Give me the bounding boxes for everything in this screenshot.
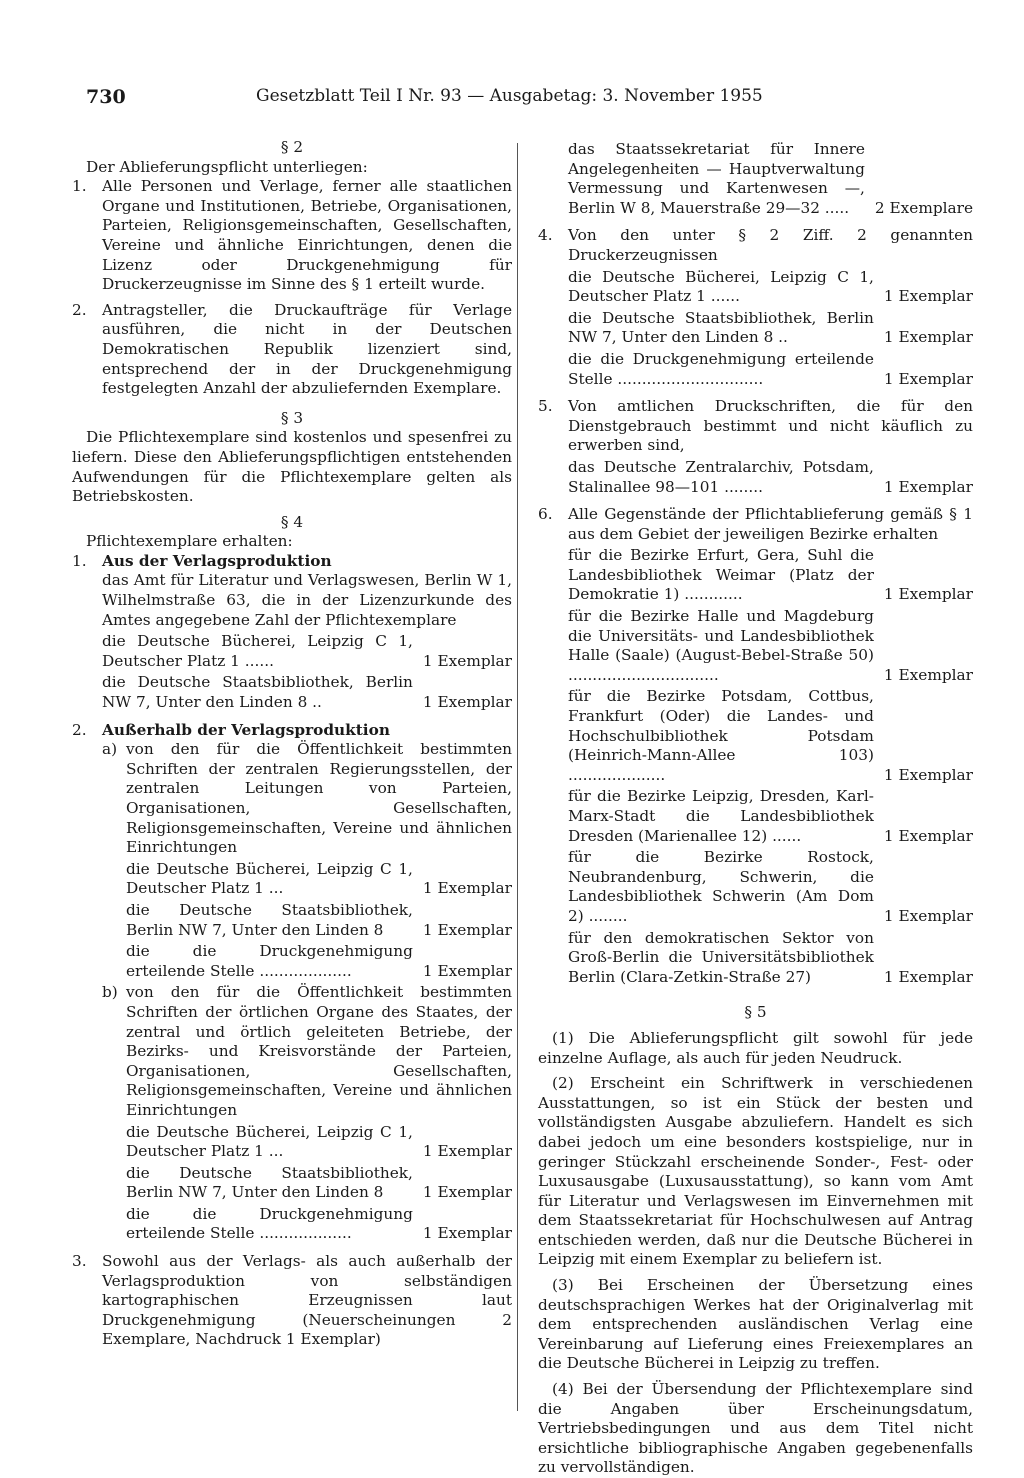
recipient-row xyxy=(102,673,512,712)
section-2-intro: Der Ablieferungspflicht unterliegen: xyxy=(86,157,368,176)
item-number: 6. xyxy=(538,505,553,524)
recipient-row xyxy=(126,1123,512,1162)
copy-count: 2 Exemplare xyxy=(874,198,973,217)
recipient-text: die die Druckgenehmigung erteilende Stelle .............................. xyxy=(568,349,874,388)
recipient-text: die Deutsche Staatsbibliothek, Berlin NW 7, Unter den Linden 8 .. xyxy=(102,673,413,712)
recipient-row xyxy=(568,687,973,785)
recipient-text: für die Bezirke Erfurt, Gera, Suhl die Landesbibliothek Weimar (Platz der Demokratie 1) ............ xyxy=(568,546,874,604)
section-3-text: Die Pflichtexemplare sind kostenlos und spesenfrei zu liefern. Diese den Ablieferungspflichtigen entstehenden Aufwendungen für die Pflichtexemplare gelten als Betriebskosten. xyxy=(72,428,512,506)
recipient-row xyxy=(126,942,512,981)
section-5-paragraph: (4) Bei der Übersendung der Pflichtexemplare sind die Angaben über Erscheinungsdatum, Vertriebsbedingungen und aus dem Titel nicht ersichtliche bibliographische Angaben gegebenenfalls zu vervollständigen. xyxy=(538,1380,973,1477)
list-item xyxy=(538,397,973,499)
item-heading: Außerhalb der Verlagsproduktion xyxy=(102,720,390,739)
page-number: 730 xyxy=(86,86,126,108)
recipient-row xyxy=(102,632,512,671)
recipient-row xyxy=(568,848,973,926)
recipient-text: die die Druckgenehmigung erteilende Stelle ................... xyxy=(126,1204,413,1243)
copy-count: 1 Exemplar xyxy=(422,920,512,939)
recipient-row xyxy=(568,546,973,605)
recipient-row xyxy=(568,140,973,218)
recipient-text: das Deutsche Zentralarchiv, Potsdam, Stalinallee 98—101 ........ xyxy=(568,457,874,496)
list-item-continuation xyxy=(538,138,973,220)
item-text: Von amtlichen Druckschriften, die für den Dienstgebrauch bestimmt und nicht käuflich zu erwerben sind, xyxy=(568,397,973,455)
item-number: 1. xyxy=(72,177,87,196)
recipient-row xyxy=(568,309,973,348)
sub-item-label: b) xyxy=(102,983,118,1002)
item-text: Von den unter § 2 Ziff. 2 genannten Druckerzeugnissen xyxy=(568,226,973,264)
recipient-row xyxy=(126,1205,512,1244)
recipient-row xyxy=(568,350,973,389)
section-5-paragraph: (2) Erscheint ein Schriftwerk in verschiedenen Ausstattungen, so ist ein Stück der besten und vollständigsten Ausgabe abzuliefern. Handelt es sich dabei jedoch um eine besonders kostspielige, nur in geringer Stückzahl erscheinende Sonder-, Fest- oder Luxusausgabe (Luxusausstattung), so kann vom Amt für Literatur und Verlagswesen im Einvernehmen mit dem Staatssekretariat für Hochschulwesen auf Antrag entschieden werden, daß nur die Deutsche Bücherei in Leipzig mit einem Exemplar zu beliefern ist. xyxy=(538,1074,973,1269)
right-column xyxy=(538,138,973,1478)
page-header xyxy=(86,86,786,118)
recipient-row xyxy=(568,458,973,497)
recipient-text: für die Bezirke Leipzig, Dresden, Karl-Marx-Stadt die Landesbibliothek Dresden (Marienallee 12) ...... xyxy=(568,787,874,845)
item-number: 1. xyxy=(72,551,87,570)
item-text: Alle Gegenstände der Pflichtablieferung gemäß § 1 aus dem Gebiet der jeweiligen Bezirke erhalten xyxy=(568,505,973,543)
item-number: 3. xyxy=(72,1252,87,1271)
recipient-text: die Deutsche Staatsbibliothek, Berlin NW 7, Unter den Linden 8 xyxy=(126,1163,413,1202)
copy-count: 1 Exemplar xyxy=(883,328,973,347)
recipient-row xyxy=(126,860,512,899)
copy-count: 1 Exemplar xyxy=(422,879,512,898)
recipient-text: für die Bezirke Halle und Magdeburg die Universitäts- und Landesbibliothek Halle (Saale) (August-Bebel-Straße 50) ............................... xyxy=(568,607,874,684)
list-item xyxy=(538,505,973,989)
copy-count: 1 Exemplar xyxy=(883,826,973,845)
copy-count: 1 Exemplar xyxy=(422,1224,512,1243)
list-item xyxy=(72,552,512,715)
section-5-paragraph: (3) Bei Erscheinen der Übersetzung eines deutschsprachigen Werkes hat der Originalverlag mit dem entsprechenden ausländischen Verlag eine Vereinbarung auf Lieferung eines Freiexemplares an die Deutsche Bücherei in Leipzig zu treffen. xyxy=(538,1276,973,1373)
recipient-text: die Deutsche Staatsbibliothek, Berlin NW 7, Unter den Linden 8 xyxy=(126,900,413,939)
recipient-text: für den demokratischen Sektor von Groß-Berlin die Universitätsbibliothek Berlin (Clara-Zetkin-Straße 27) xyxy=(568,928,874,986)
section-4-title: § 4 xyxy=(280,512,304,531)
recipient-text: die die Druckgenehmigung erteilende Stelle ................... xyxy=(126,942,413,980)
recipient-text: die Deutsche Bücherei, Leipzig C 1, Deutscher Platz 1 ...... xyxy=(102,632,413,670)
running-title: Gesetzblatt Teil I Nr. 93 — Ausgabetag: 3. November 1955 xyxy=(256,86,763,106)
copy-count: 1 Exemplar xyxy=(422,1142,512,1161)
copy-count: 1 Exemplar xyxy=(883,369,973,388)
recipient-text: die Deutsche Bücherei, Leipzig C 1, Deutscher Platz 1 ... xyxy=(126,859,413,898)
item-text: das Amt für Literatur und Verlagswesen, Berlin W 1, Wilhelmstraße 63, die in der Lizenzurkunde des Amtes angegebene Zahl der Pflichtexemplare xyxy=(102,571,512,629)
recipient-row xyxy=(568,787,973,846)
item-number: 2. xyxy=(72,300,87,319)
column-divider xyxy=(517,143,518,1411)
item-text: Sowohl aus der Verlags- als auch außerhalb der Verlagsproduktion von selbständigen kartographischen Erzeugnissen laut Druckgenehmigung (Neuerscheinungen 2 Exemplare, Nachdruck 1 Exemplar) xyxy=(102,1252,512,1349)
copy-count: 1 Exemplar xyxy=(883,906,973,925)
item-number: 4. xyxy=(538,226,553,245)
item-number: 2. xyxy=(72,720,87,739)
item-heading: Aus der Verlagsproduktion xyxy=(102,551,332,570)
list-item xyxy=(72,721,512,1246)
recipient-text: die Deutsche Bücherei, Leipzig C 1, Deutscher Platz 1 ... xyxy=(126,1122,413,1161)
sub-item-label: a) xyxy=(102,740,118,759)
section-2-title: § 2 xyxy=(280,138,304,156)
copy-count: 1 Exemplar xyxy=(883,967,973,986)
recipient-text: die Deutsche Bücherei, Leipzig C 1, Deutscher Platz 1 ...... xyxy=(568,267,874,306)
list-item xyxy=(72,177,512,295)
sub-item xyxy=(102,983,512,1246)
recipient-row xyxy=(126,901,512,940)
recipient-text: für die Bezirke Potsdam, Cottbus, Frankfurt (Oder) die Landes- und Hochschulbibliothek Potsdam (Heinrich-Mann-Allee 103) .................... xyxy=(568,687,874,784)
left-column xyxy=(72,138,512,1350)
section-3-title: § 3 xyxy=(280,408,304,427)
copy-count: 1 Exemplar xyxy=(883,287,973,306)
recipient-text: die Deutsche Staatsbibliothek, Berlin NW 7, Unter den Linden 8 .. xyxy=(568,308,874,347)
sub-item xyxy=(102,740,512,983)
list-item xyxy=(538,226,973,391)
item-text: Alle Personen und Verlage, ferner alle staatlichen Organe und Institutionen, Betriebe, Organisationen, Parteien, Religionsgemeinschaften, Gesellschaften, Vereine und ähnliche Einrichtungen, denen die Lizenz oder Druckgenehmigung für Druckerzeugnisse im Sinne des § 1 erteilt wurde. xyxy=(102,177,512,294)
sub-item-text: von den für die Öffentlichkeit bestimmten Schriften der örtlichen Organe des Staates, der zentral und örtlich geleiteten Betriebe, der Bezirks- und Kreisvorstände der Parteien, Organisationen, Gesellschaften, Religionsgemeinschaften, Vereine und ähnlichen Einrichtungen xyxy=(126,983,512,1119)
recipient-row xyxy=(568,929,973,988)
list-item xyxy=(72,1252,512,1350)
copy-count: 1 Exemplar xyxy=(883,477,973,496)
list-item xyxy=(72,301,512,399)
copy-count: 1 Exemplar xyxy=(422,1183,512,1202)
copy-count: 1 Exemplar xyxy=(883,765,973,784)
recipient-text: das Staatssekretariat für Innere Angelegenheiten — Hauptverwaltung Vermessung und Kartenwesen —, Berlin W 8, Mauerstraße 29—32 ..... xyxy=(568,140,865,217)
recipient-text: für die Bezirke Rostock, Neubrandenburg, Schwerin, die Landesbibliothek Schwerin (Am Dom 2) ........ xyxy=(568,848,874,925)
copy-count: 1 Exemplar xyxy=(422,693,512,712)
recipient-row xyxy=(568,607,973,685)
recipient-row xyxy=(568,268,973,307)
copy-count: 1 Exemplar xyxy=(422,651,512,670)
item-number: 5. xyxy=(538,397,553,416)
copy-count: 1 Exemplar xyxy=(883,665,973,684)
copy-count: 1 Exemplar xyxy=(422,961,512,980)
section-4-intro: Pflichtexemplare erhalten: xyxy=(86,532,293,551)
recipient-row xyxy=(126,1164,512,1203)
section-5-title: § 5 xyxy=(744,1003,767,1022)
sub-item-text: von den für die Öffentlichkeit bestimmten Schriften der zentralen Regierungsstellen, der zentralen Leitungen von Parteien, Organisationen, Gesellschaften, Religionsgemeinschaften, Vereine und ähnlichen Einrichtungen xyxy=(126,740,512,857)
item-text: Antragsteller, die Druckaufträge für Verlage ausführen, die nicht in der Deutschen Demokratischen Republik lizenziert sind, entsprechend der in der Druckgenehmigung festgelegten Anzahl der abzuliefernden Exemplare. xyxy=(102,300,512,398)
copy-count: 1 Exemplar xyxy=(883,585,973,604)
section-5-paragraph: (1) Die Ablieferungspflicht gilt sowohl für jede einzelne Auflage, als auch für jeden Neudruck. xyxy=(538,1028,973,1067)
